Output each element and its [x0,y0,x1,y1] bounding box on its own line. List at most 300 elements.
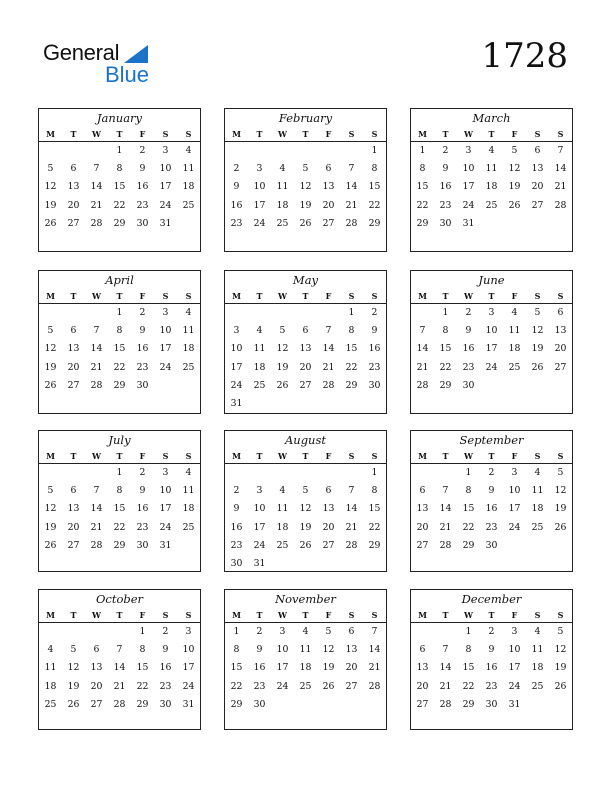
day-cell: 12 [531,325,544,337]
day-cell: 26 [299,539,312,551]
day-cell: 9 [488,485,495,497]
day-cell: 15 [368,181,381,193]
day-cell: 7 [557,145,564,156]
day-cell: 14 [90,343,103,355]
month-january [38,108,201,252]
day-cell: 22 [113,521,126,533]
day-cell: 11 [276,503,289,515]
month-name: October [95,592,144,606]
weekday-header [225,449,386,464]
month-february [224,108,387,252]
day-cell: 22 [136,680,149,692]
month-november [224,589,387,730]
day-cell: 8 [116,163,123,175]
day-cell: 19 [44,361,57,373]
empty-day-cell [340,143,363,161]
day-cell: 31 [159,217,172,229]
day-cell: 9 [139,485,146,497]
day-cell: 29 [462,539,475,551]
day-cell: 20 [345,662,358,674]
day-cell: 29 [230,698,243,710]
day-cell: 30 [230,557,243,569]
weekday-label: F [325,610,332,620]
day-cell: 2 [465,307,472,318]
day-cell: 15 [113,503,126,515]
day-cell: 8 [116,485,123,497]
day-cell: 2 [162,626,169,637]
weekday-label: S [371,291,378,301]
day-cell: 5 [279,325,286,337]
day-cell: 2 [139,307,146,318]
day-cell: 26 [276,379,289,391]
day-cell: 19 [322,662,335,674]
day-cell: 16 [485,662,498,674]
weekday-label: T [442,610,449,620]
day-cell: 15 [416,181,429,193]
day-cell: 11 [531,485,544,497]
empty-day-cell [85,624,108,642]
day-cell: 11 [182,485,195,497]
day-cell: 10 [462,163,475,175]
day-cell: 8 [233,644,240,656]
day-cell: 30 [159,698,172,710]
day-cell: 24 [159,521,172,533]
day-cell: 22 [462,680,475,692]
weekday-label: S [371,129,378,139]
empty-day-cell [271,143,294,161]
day-cell: 15 [439,343,452,355]
day-cell: 16 [230,521,243,533]
day-cell: 9 [139,325,146,337]
day-cell: 27 [90,698,103,710]
day-cell: 5 [47,163,54,175]
day-cell: 27 [322,217,335,229]
day-cell: 1 [371,467,378,478]
day-cell: 12 [67,662,80,674]
month-name: August [284,433,326,447]
day-cell: 11 [276,181,289,193]
weekday-label: W [464,291,473,301]
weekday-label: S [371,610,378,620]
day-cell: 18 [182,503,195,515]
month-name: September [459,433,524,447]
weekday-label: F [325,291,332,301]
day-cell: 22 [345,361,358,373]
day-cell: 19 [508,181,521,193]
day-cell: 2 [233,163,240,175]
day-cell: 6 [557,307,564,318]
day-cell: 4 [47,644,54,656]
weekday-label: S [534,291,541,301]
month-april [38,270,201,414]
day-cell: 26 [67,698,80,710]
day-cell: 21 [439,680,452,692]
day-cell: 15 [113,343,126,355]
day-cell: 28 [345,539,358,551]
weekday-header [225,608,386,623]
day-cell: 21 [416,361,429,373]
weekday-label: S [348,451,355,461]
weekday-label: S [348,610,355,620]
weekday-header [411,608,572,623]
day-cell: 5 [325,626,332,637]
day-cell: 30 [368,379,381,391]
day-cell: 18 [299,662,312,674]
day-cell: 3 [185,626,192,637]
weekday-label: S [185,451,192,461]
day-cell: 8 [465,644,472,656]
day-cell: 1 [116,467,123,478]
day-cell: 16 [136,343,149,355]
weekday-label: W [278,610,287,620]
day-cell: 1 [116,307,123,318]
day-cell: 18 [531,503,544,515]
day-cell: 3 [162,467,169,478]
day-cell: 26 [44,539,57,551]
day-cell: 3 [233,325,240,337]
day-cell: 1 [116,145,123,156]
day-cell: 7 [442,644,449,656]
day-cell: 9 [465,325,472,337]
day-cell: 20 [322,199,335,211]
day-cell: 12 [276,343,289,355]
weekday-header [411,449,572,464]
day-cell: 5 [47,485,54,497]
day-cell: 6 [348,626,355,637]
weekday-label: T [116,291,123,301]
weekday-label: T [302,291,309,301]
day-cell: 2 [488,467,495,478]
day-cell: 17 [253,521,266,533]
day-cell: 26 [322,680,335,692]
empty-day-cell [248,305,271,323]
weekday-label: S [557,291,564,301]
day-cell: 28 [439,698,452,710]
day-cell: 5 [302,485,309,497]
day-cell: 10 [159,163,172,175]
day-cell: 5 [302,163,309,175]
day-cell: 30 [485,698,498,710]
weekday-label: F [511,291,518,301]
empty-day-cell [411,305,434,323]
day-cell: 11 [44,662,57,674]
empty-day-cell [271,465,294,483]
day-cell: 10 [276,644,289,656]
day-grid [39,623,200,715]
weekday-label: M [232,451,241,461]
weekday-label: F [139,610,146,620]
day-cell: 16 [462,343,475,355]
weekday-label: S [162,291,169,301]
day-cell: 7 [419,325,426,337]
month-name: January [96,111,143,125]
day-cell: 27 [416,539,429,551]
day-cell: 3 [256,485,263,497]
day-cell: 30 [136,217,149,229]
day-cell: 6 [325,485,332,497]
weekday-label: W [92,129,101,139]
day-cell: 30 [439,217,452,229]
day-cell: 4 [279,485,286,497]
month-august [224,430,387,572]
day-cell: 6 [302,325,309,337]
day-cell: 13 [531,163,544,175]
weekday-label: S [162,451,169,461]
day-cell: 6 [70,163,77,175]
day-cell: 29 [345,379,358,391]
day-cell: 29 [368,217,381,229]
day-cell: 18 [182,181,195,193]
day-cell: 28 [90,539,103,551]
day-cell: 14 [345,503,358,515]
day-cell: 24 [253,539,266,551]
day-cell: 30 [253,698,266,710]
logo-triangle-icon [124,45,148,63]
day-cell: 21 [113,680,126,692]
empty-day-cell [317,465,340,483]
day-cell: 18 [485,181,498,193]
month-name: June [478,273,505,287]
day-cell: 27 [67,539,80,551]
day-cell: 4 [185,307,192,318]
day-cell: 7 [325,325,332,337]
day-cell: 12 [554,644,567,656]
weekday-label: S [557,610,564,620]
day-cell: 19 [531,343,544,355]
day-cell: 13 [67,343,80,355]
day-cell: 26 [44,379,57,391]
weekday-header [39,608,200,623]
day-cell: 5 [47,325,54,337]
day-cell: 17 [230,361,243,373]
day-cell: 29 [439,379,452,391]
weekday-header [39,449,200,464]
empty-day-cell [85,143,108,161]
day-cell: 26 [299,217,312,229]
empty-day-cell [62,624,85,642]
weekday-label: S [348,129,355,139]
day-cell: 4 [256,325,263,337]
day-cell: 14 [554,163,567,175]
day-cell: 23 [230,217,243,229]
day-cell: 2 [488,626,495,637]
weekday-label: W [92,451,101,461]
day-cell: 18 [531,662,544,674]
weekday-header [225,289,386,304]
day-cell: 31 [253,557,266,569]
day-cell: 12 [508,163,521,175]
day-cell: 16 [230,199,243,211]
day-cell: 23 [439,199,452,211]
day-cell: 24 [508,680,521,692]
day-cell: 23 [159,680,172,692]
weekday-label: S [534,451,541,461]
day-cell: 25 [182,521,195,533]
empty-day-cell [108,624,131,642]
day-cell: 1 [442,307,449,318]
weekday-label: T [70,451,77,461]
day-cell: 10 [159,485,172,497]
day-grid [39,142,200,234]
day-cell: 28 [345,217,358,229]
day-cell: 9 [233,181,240,193]
day-cell: 12 [44,503,57,515]
day-cell: 19 [44,199,57,211]
day-cell: 29 [416,217,429,229]
day-cell: 29 [368,539,381,551]
weekday-label: W [464,451,473,461]
weekday-label: W [92,610,101,620]
day-cell: 21 [368,662,381,674]
weekday-label: T [70,610,77,620]
empty-day-cell [248,143,271,161]
day-cell: 29 [113,379,126,391]
day-cell: 28 [439,539,452,551]
day-cell: 23 [462,361,475,373]
day-cell: 5 [557,626,564,637]
day-cell: 27 [531,199,544,211]
day-cell: 1 [371,145,378,156]
day-cell: 28 [90,379,103,391]
weekday-label: S [162,610,169,620]
day-cell: 23 [485,521,498,533]
day-cell: 10 [485,325,498,337]
day-cell: 4 [511,307,518,318]
day-cell: 15 [345,343,358,355]
day-cell: 24 [508,521,521,533]
weekday-label: T [442,451,449,461]
weekday-label: T [256,610,263,620]
day-cell: 17 [485,343,498,355]
day-cell: 11 [485,163,498,175]
day-cell: 24 [485,361,498,373]
day-cell: 24 [182,680,195,692]
day-cell: 9 [233,503,240,515]
day-cell: 25 [276,217,289,229]
day-cell: 23 [230,539,243,551]
day-cell: 17 [159,181,172,193]
day-cell: 29 [136,698,149,710]
day-cell: 28 [113,698,126,710]
weekday-label: M [46,291,55,301]
day-cell: 31 [230,397,243,409]
day-cell: 11 [531,644,544,656]
day-cell: 17 [159,503,172,515]
day-cell: 7 [93,485,100,497]
day-cell: 30 [136,379,149,391]
month-name: May [292,273,319,287]
weekday-label: T [488,291,495,301]
empty-day-cell [411,624,434,642]
day-cell: 6 [419,485,426,497]
day-cell: 20 [416,680,429,692]
day-cell: 20 [416,521,429,533]
day-cell: 17 [276,662,289,674]
day-cell: 17 [253,199,266,211]
weekday-label: M [418,610,427,620]
month-name: March [472,111,511,125]
weekday-label: T [302,451,309,461]
day-cell: 4 [185,145,192,156]
day-cell: 20 [90,680,103,692]
weekday-label: M [418,451,427,461]
empty-day-cell [248,465,271,483]
day-cell: 12 [299,503,312,515]
day-cell: 24 [276,680,289,692]
day-cell: 14 [345,181,358,193]
day-cell: 18 [44,680,57,692]
month-name: April [105,273,134,287]
weekday-label: W [278,291,287,301]
day-cell: 2 [139,145,146,156]
day-cell: 4 [534,626,541,637]
day-cell: 5 [511,145,518,156]
day-cell: 18 [276,199,289,211]
day-cell: 27 [67,379,80,391]
weekday-label: M [418,291,427,301]
day-cell: 13 [554,325,567,337]
day-cell: 13 [322,181,335,193]
day-cell: 2 [233,485,240,497]
day-cell: 9 [162,644,169,656]
day-cell: 15 [230,662,243,674]
empty-day-cell [62,465,85,483]
weekday-label: M [46,451,55,461]
day-grid [225,304,386,414]
day-cell: 24 [159,199,172,211]
day-cell: 24 [462,199,475,211]
day-cell: 22 [368,521,381,533]
brand-logo [43,40,163,90]
day-cell: 14 [90,503,103,515]
day-cell: 10 [253,503,266,515]
day-cell: 2 [139,467,146,478]
day-grid [225,464,386,574]
day-cell: 11 [182,325,195,337]
weekday-label: T [70,291,77,301]
weekday-label: T [302,129,309,139]
day-cell: 25 [44,698,57,710]
day-cell: 25 [508,361,521,373]
weekday-label: M [46,129,55,139]
day-cell: 3 [162,307,169,318]
day-cell: 11 [182,163,195,175]
day-cell: 23 [485,680,498,692]
day-cell: 26 [554,680,567,692]
day-cell: 22 [439,361,452,373]
day-cell: 23 [136,521,149,533]
day-cell: 18 [182,343,195,355]
day-cell: 18 [276,521,289,533]
day-cell: 11 [508,325,521,337]
day-cell: 3 [465,145,472,156]
day-cell: 6 [93,644,100,656]
day-cell: 25 [182,361,195,373]
day-cell: 14 [322,343,335,355]
day-cell: 31 [462,217,475,229]
day-cell: 27 [345,680,358,692]
day-cell: 6 [70,325,77,337]
empty-day-cell [62,143,85,161]
empty-day-cell [294,305,317,323]
day-cell: 23 [136,199,149,211]
day-cell: 30 [462,379,475,391]
day-cell: 4 [185,467,192,478]
weekday-label: T [70,129,77,139]
day-cell: 27 [416,698,429,710]
day-cell: 1 [465,626,472,637]
day-cell: 8 [116,325,123,337]
